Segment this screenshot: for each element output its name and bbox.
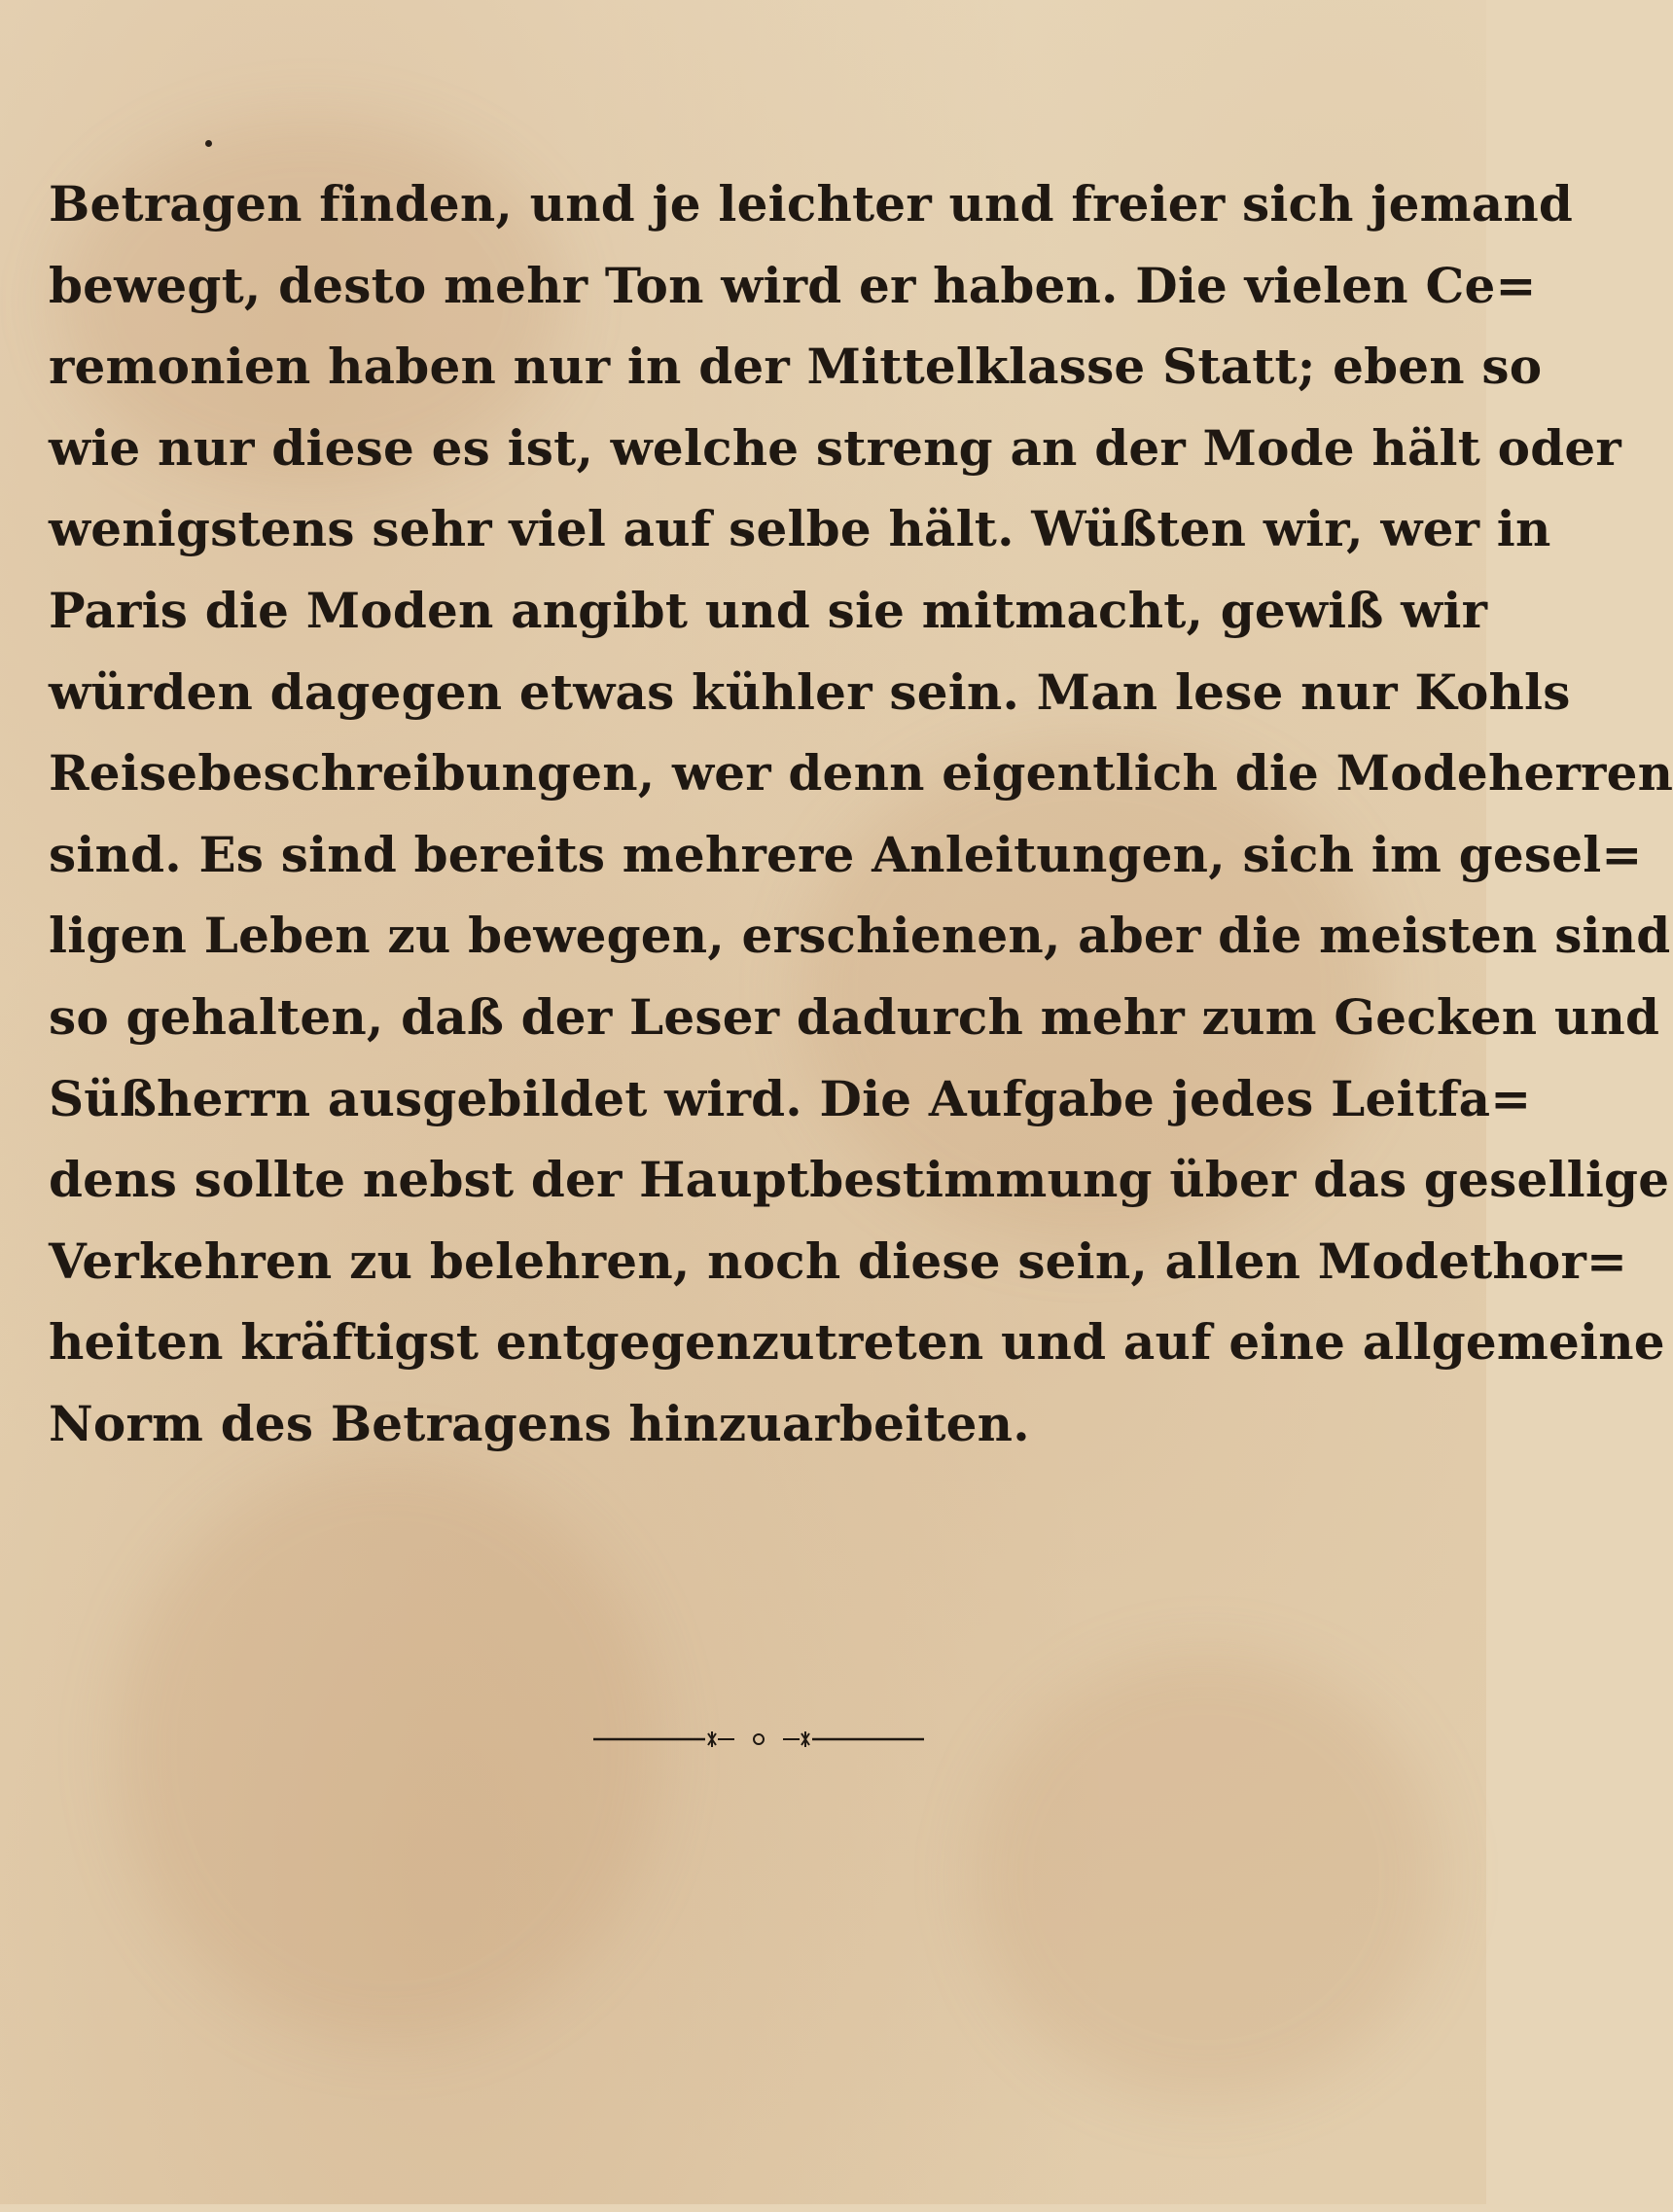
text-line: sind. Es sind bereits mehrere Anleitungen, sich im gesel= — [49, 825, 1643, 883]
text-line: so gehalten, daß der Leser dadurch mehr zum Gecken und — [49, 987, 1660, 1046]
text-line: wenigstens sehr viel auf selbe hält. Wüßten wir, wer in — [49, 500, 1551, 558]
text-line: bewegt, desto mehr Ton wird er haben. Die vielen Ce= — [49, 256, 1537, 314]
text-line: wie nur diese es ist, welche streng an der Mode hält oder — [49, 418, 1621, 477]
text-line: Betragen finden, und je leichter und freier sich jemand — [49, 175, 1574, 232]
text-line: Norm des Betragens hinzuarbeiten. — [49, 1394, 1030, 1452]
text-line: Verkehren zu belehren, noch diese sein, allen Modethor= — [49, 1231, 1628, 1290]
text-line: Reisebeschreibungen, wer denn eigentlich die Modeherren — [49, 744, 1673, 803]
text-line: Paris die Moden angibt und sie mitmacht, gewiß wir — [49, 581, 1488, 639]
body-text — [49, 163, 1673, 1465]
text-line: ligen Leben zu bewegen, erschienen, aber die meisten sind — [49, 907, 1671, 965]
tailpiece-ornament-icon — [593, 1728, 924, 1751]
text-line: remonien haben nur in der Mittelklasse Statt; eben so — [49, 338, 1543, 396]
printer-dot — [205, 140, 212, 147]
text-line: Süßherrn ausgebildet wird. Die Aufgabe jedes Leitfa= — [49, 1069, 1532, 1127]
text-line: heiten kräftigst entgegenzutreten und auf eine allgemeine — [49, 1313, 1665, 1372]
text-line: würden dagegen etwas kühler sein. Man lese nur Kohls — [49, 662, 1571, 721]
text-line: dens sollte nebst der Hauptbestimmung über das gesellige — [49, 1151, 1670, 1209]
bleed-through-text — [107, 1459, 1449, 2212]
